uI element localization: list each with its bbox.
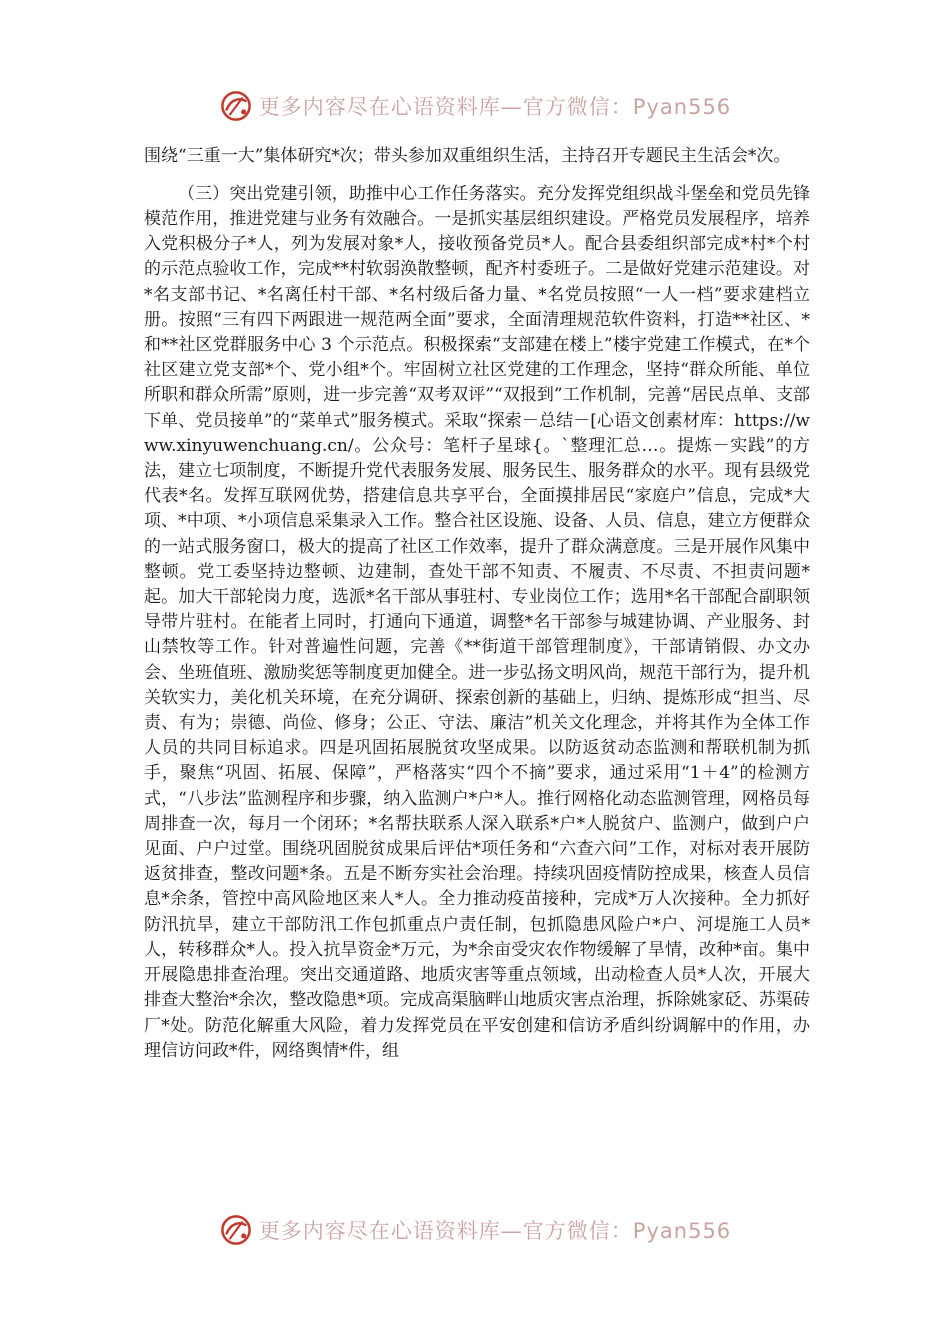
paragraph-continuation: 围绕“三重一大”集体研究*次；带头参加双重组织生活，主持召开专题民主生活会*次。	[144, 146, 791, 166]
watermark-text: 更多内容尽在心语资料库—官方微信：Pyan556	[258, 95, 732, 119]
footer-watermark	[0, 1210, 950, 1250]
paragraph-section-three: （三）突出党建引领，助推中心工作任务落实。充分发挥党组织战斗堡垒和党员先锋模范作用，推进党建与业务有效融合。一是抓实基层组织建设。严格党员发展程序，培养入党积极分子*人，列为发展对象*人，接收预备党员*人。配合县委组织部完成*村*个村的示范点验收工作，完成**村软弱涣散整顿，配齐村委班子。二是做好党建示范建设。对*名支部书记、*名离任村干部、*名村级后备力量、*名党员按照“一人一档”要求建档立册。按照“三有四下两跟进一规范两全面”要求，全面清理规范软件资料，打造**社区、*和**社区党群服务中心 3 个示范点。积极探索“支部建在楼上”楼宇党建工作模式，在*个社区建立党支部*个、党小组*个。牢固树立社区党建的工作理念，坚持“群众所能、单位所职和群众所需”原则，进一步完善“双考双评”“双报到”工作机制，完善“居民点单、支部下单、党员接单”的“菜单式”服务模式。采取“探索－总结－[心语文创素材库：https://www.xinyuwenchuang.cn/。公众号：笔杆子星球{。`整理汇总…。提炼－实践”的方法，建立七项制度，不断提升党代表服务发展、服务民生、服务群众的水平。现有县级党代表*名。发挥互联网优势，搭建信息共享平台，全面摸排居民“家庭户”信息，完成*大项、*中项、*小项信息采集录入工作。整合社区设施、设备、人员、信息，建立方便群众的一站式服务窗口，极大的提高了社区工作效率，提升了群众满意度。三是开展作风集中整顿。党工委坚持边整顿、边建制，查处干部不知责、不履责、不尽责、不担责问题*起。加大干部轮岗力度，选派*名干部从事驻村、专业岗位工作；选用*名干部配合副职领导带片驻村。在能者上同时，打通向下通道，调整*名干部参与城建协调、产业服务、封山禁牧等工作。针对普遍性问题，完善《**街道干部管理制度》，干部请销假、办文办会、坐班值班、激励奖惩等制度更加健全。进一步弘扬文明风尚，规范干部行为，提升机关软实力，美化机关环境，在充分调研、探索创新的基础上，归纳、提炼形成“担当、尽责、有为；崇德、尚俭、修身；公正、守法、廉洁”机关文化理念，并将其作为全体工作人员的共同目标追求。四是巩固拓展脱贫攻坚成果。以防返贫动态监测和帮联机制为抓手，聚焦“巩固、拓展、保障”，严格落实“四个不摘”要求，通过采用“1＋4”的检测方式，“八步法”监测程序和步骤，纳入监测户*户*人。推行网格化动态监测管理，网格员每周排查一次，每月一个闭环；*名帮扶联系人深入联系*户*人脱贫户、监测户，做到户户见面、户户过堂。围绕巩固脱贫成果后评估*项任务和“六查六问”工作，对标对表开展防返贫排查，整改问题*条。五是不断夯实社会治理。持续巩固疫情防控成果，核查人员信息*余条，管控中高风险地区来人*人。全力推动疫苗接种，完成*万人次接种。全力抓好防汛抗旱，建立干部防汛工作包抓重点户责任制，包抓隐患风险户*户、河堤施工人员*人，转移群众*人。投入抗旱资金*万元，为*余亩受灾农作物缓解了旱情，改种*亩。集中开展隐患排查治理。突出交通道路、地质灾害等重点领域，出动检查人员*人次，开展大排查大整治*余次，整改隐患*项。完成高渠脑畔山地质灾害点治理，拆除姚家砭、苏渠砖厂*处。防范化解重大风险，着力发挥党员在平安创建和信访矛盾纠纷调解中的作用，办理信访问政*件，网络舆情*件，组	[144, 183, 810, 1061]
document-body	[144, 144, 810, 1064]
seal-logo-icon	[219, 89, 253, 123]
header-watermark	[0, 86, 950, 126]
seal-logo-icon	[219, 1213, 253, 1247]
watermark-text: 更多内容尽在心语资料库—官方微信：Pyan556	[258, 1219, 732, 1243]
